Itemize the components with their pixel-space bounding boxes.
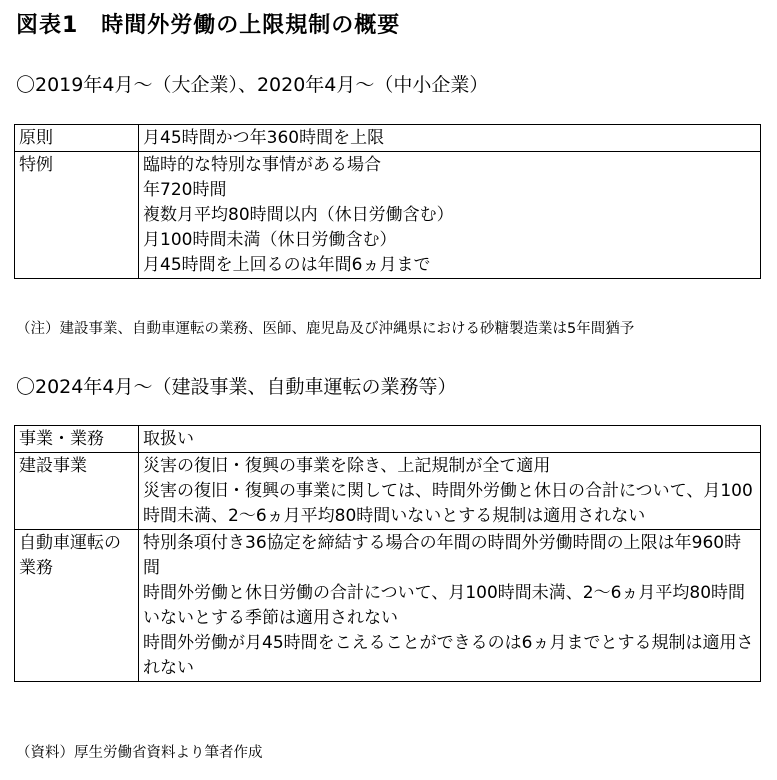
table-row [15, 453, 761, 530]
content-line: 月45時間かつ年360時間を上限 [143, 128, 385, 148]
content-line: 月45時間を上回るのは年間6ヵ月まで [143, 255, 431, 275]
row-content-principle [139, 125, 761, 152]
row-label-driving-text: 自動車運転の業務 [19, 533, 121, 578]
figure-title: 図表1 時間外労働の上限規制の概要 [16, 13, 401, 38]
section1-table [14, 124, 761, 279]
row-content-driving [139, 530, 761, 682]
section2-heading: 〇2024年4月～（建設事業、自動車運転の業務等） [16, 376, 457, 398]
section2-table [14, 425, 761, 682]
content-line: 災害の復旧・復興の事業を除き、上記規制が全て適用 [143, 456, 551, 476]
table-row [15, 152, 761, 279]
row-content-exception [139, 152, 761, 279]
section1-heading: 〇2019年4月～（大企業）、2020年4月～（中小企業） [16, 74, 489, 96]
row-label-exception: 特例 [15, 152, 139, 279]
table-row [15, 125, 761, 152]
content-line: 特別条項付き36協定を締結する場合の年間の時間外労働時間の上限は年960時間 [143, 533, 742, 578]
content-line: 時間外労働が月45時間をこえることができるのは6ヵ月までとする規制は適用されない [143, 633, 754, 678]
content-line: 複数月平均80時間以内（休日労働含む） [143, 205, 454, 225]
row-label-principle: 原則 [15, 125, 139, 152]
source-note: （資料）厚生労働省資料より筆者作成 [16, 745, 263, 761]
content-line: 災害の復旧・復興の事業に関しては、時間外労働と休日の合計について、月100時間未満、2～6ヵ月平均80時間いないとする規制は適用されない [143, 481, 753, 526]
row-content-construction [139, 453, 761, 530]
header-label: 事業・業務 [15, 426, 139, 453]
content-line: 月100時間未満（休日労働含む） [143, 230, 397, 250]
content-line: 年720時間 [143, 180, 227, 200]
section1-note: （注）建設事業、自動車運転の業務、医師、鹿児島及び沖縄県における砂糖製造業は5年間猶予 [16, 321, 635, 337]
table-row [15, 530, 761, 682]
row-label-driving [15, 530, 139, 682]
content-line: 時間外労働と休日労働の合計について、月100時間未満、2～6ヵ月平均80時間いないとする季節は適用されない [143, 583, 746, 628]
header-value: 取扱い [139, 426, 761, 453]
content-line: 臨時的な特別な事情がある場合 [143, 155, 381, 175]
table-header-row [15, 426, 761, 453]
row-label-construction: 建設事業 [15, 453, 139, 530]
